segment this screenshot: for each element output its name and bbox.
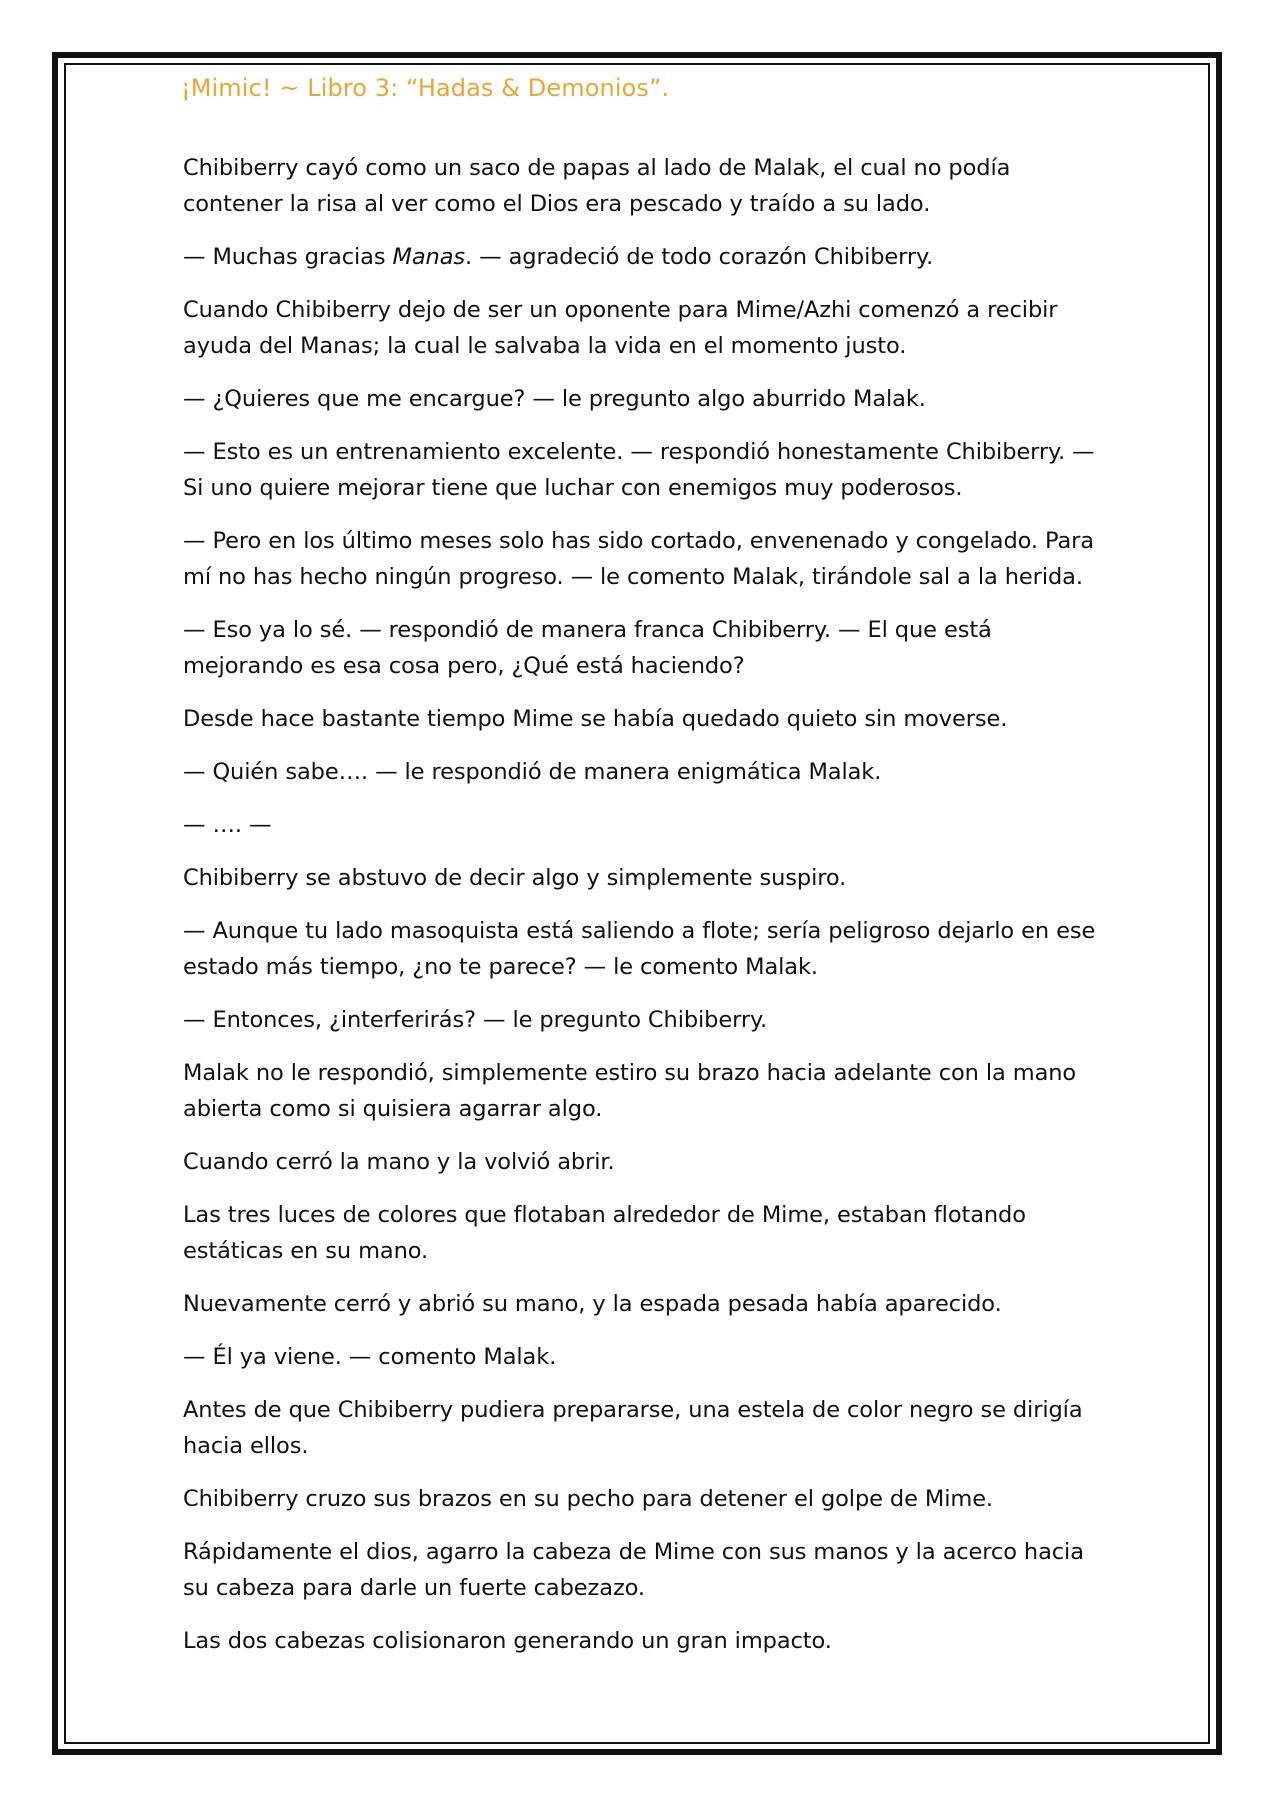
- emphasis: Manas: [392, 244, 466, 270]
- paragraph: Las tres luces de colores que flotaban alrededor de Mime, estaban flotando estáticas en su mano.: [183, 1202, 1026, 1264]
- paragraph: Chibiberry se abstuvo de decir algo y simplemente suspiro.: [183, 865, 847, 891]
- paragraph: — Esto es un entrenamiento excelente. — respondió honestamente Chibiberry. — Si uno quiere mejorar tiene que luchar con enemigos muy poderosos.: [183, 439, 1095, 501]
- paragraph: Desde hace bastante tiempo Mime se había quedado quieto sin moverse.: [183, 706, 1008, 732]
- body-text: [183, 150, 1103, 1676]
- paragraph: — Eso ya lo sé. — respondió de manera franca Chibiberry. — El que está mejorando es esa cosa pero, ¿Qué está haciendo?: [183, 617, 992, 679]
- paragraph: — Quién sabe…. — le respondió de manera enigmática Malak.: [183, 759, 882, 785]
- paragraph: — …. —: [183, 812, 272, 838]
- paragraph: — Muchas gracias Manas. — agradeció de todo corazón Chibiberry.: [183, 244, 934, 270]
- paragraph: Chibiberry cruzo sus brazos en su pecho para detener el golpe de Mime.: [183, 1486, 993, 1512]
- paragraph: Cuando cerró la mano y la volvió abrir.: [183, 1149, 615, 1175]
- paragraph: Rápidamente el dios, agarro la cabeza de Mime con sus manos y la acerco hacia su cabeza para darle un fuerte cabezazo.: [183, 1539, 1084, 1601]
- paragraph: Cuando Chibiberry dejo de ser un oponente para Mime/Azhi comenzó a recibir ayuda del Manas; la cual le salvaba la vida en el momento justo.: [183, 297, 1058, 359]
- paragraph: — Él ya viene. — comento Malak.: [183, 1344, 557, 1370]
- paragraph: — ¿Quieres que me encargue? — le pregunto algo aburrido Malak.: [183, 386, 926, 412]
- paragraph: — Pero en los último meses solo has sido cortado, envenenado y congelado. Para mí no has hecho ningún progreso. — le comento Malak, tirándole sal a la herida.: [183, 528, 1094, 590]
- paragraph: Antes de que Chibiberry pudiera prepararse, una estela de color negro se dirigía hacia ellos.: [183, 1397, 1083, 1459]
- running-header: ¡Mimic! ~ Libro 3: “Hadas & Demonios”.: [181, 74, 670, 102]
- paragraph: — Aunque tu lado masoquista está saliendo a flote; sería peligroso dejarlo en ese estado más tiempo, ¿no te parece? — le comento Malak.: [183, 918, 1096, 980]
- paragraph: — Entonces, ¿interferirás? — le pregunto Chibiberry.: [183, 1007, 768, 1033]
- paragraph: Las dos cabezas colisionaron generando un gran impacto.: [183, 1628, 832, 1654]
- paragraph: Chibiberry cayó como un saco de papas al lado de Malak, el cual no podía contener la risa al ver como el Dios era pescado y traído a su lado.: [183, 155, 1011, 217]
- paragraph: Nuevamente cerró y abrió su mano, y la espada pesada había aparecido.: [183, 1291, 1002, 1317]
- paragraph: Malak no le respondió, simplemente estiro su brazo hacia adelante con la mano abierta como si quisiera agarrar algo.: [183, 1060, 1077, 1122]
